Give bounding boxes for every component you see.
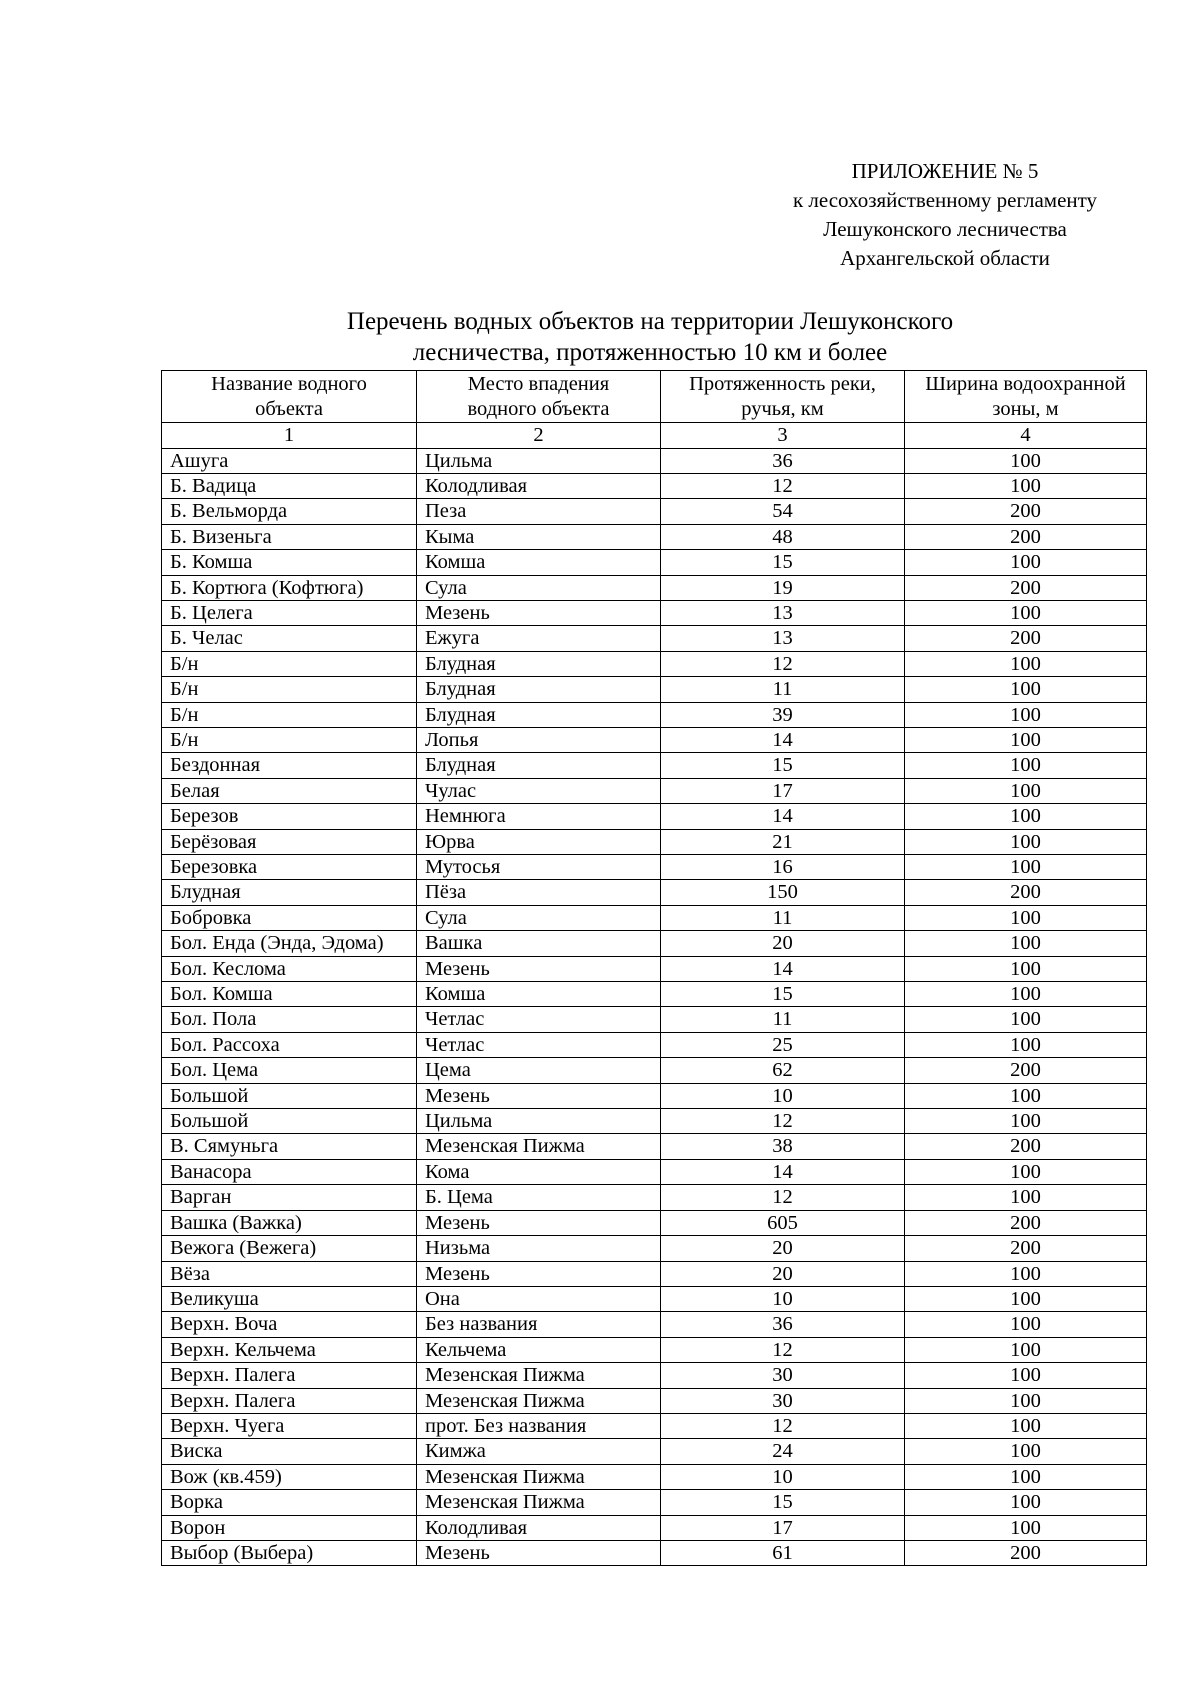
cell-mouth: Мезенская Пижма [417,1134,661,1159]
cell-mouth: Пеза [417,499,661,524]
table-row [162,1007,1147,1032]
cell-mouth: Мезенская Пижма [417,1363,661,1388]
cell-zone-width: 200 [905,626,1147,651]
cell-length: 14 [661,1159,905,1184]
cell-name: Вёза [162,1261,417,1286]
table-row [162,1337,1147,1362]
cell-mouth: Цильма [417,1109,661,1134]
table-row [162,1439,1147,1464]
table-row [162,1236,1147,1261]
cell-length: 11 [661,1007,905,1032]
cell-zone-width: 200 [905,1236,1147,1261]
cell-zone-width: 100 [905,1439,1147,1464]
table-row [162,753,1147,778]
cell-name: Большой [162,1083,417,1108]
cell-zone-width: 100 [905,702,1147,727]
cell-mouth: Мезень [417,1210,661,1235]
table-row [162,1083,1147,1108]
cell-length: 15 [661,550,905,575]
cell-name: Б. Вельморда [162,499,417,524]
cell-mouth: Мезенская Пижма [417,1388,661,1413]
cell-name: Великуша [162,1286,417,1311]
table-row [162,1134,1147,1159]
cell-name: Вож (кв.459) [162,1464,417,1489]
cell-mouth: Мезень [417,600,661,625]
cell-length: 24 [661,1439,905,1464]
cell-length: 12 [661,1185,905,1210]
cell-name: Б. Целега [162,600,417,625]
cell-name: Берёзовая [162,829,417,854]
cell-mouth: Кимжа [417,1439,661,1464]
cell-name: Ашуга [162,448,417,473]
cell-zone-width: 200 [905,524,1147,549]
cell-length: 30 [661,1363,905,1388]
cell-zone-width: 200 [905,1210,1147,1235]
cell-name: Верхн. Палега [162,1388,417,1413]
cell-length: 12 [661,1109,905,1134]
cell-name: Б/н [162,727,417,752]
cell-name: Бол. Енда (Энда, Эдома) [162,931,417,956]
cell-name: Бобровка [162,905,417,930]
cell-mouth: Мезень [417,1083,661,1108]
cell-mouth: прот. Без названия [417,1413,661,1438]
cell-zone-width: 100 [905,1032,1147,1057]
cell-name: Б. Комша [162,550,417,575]
column-number: 1 [162,423,417,449]
cell-name: Ванасора [162,1159,417,1184]
header-name: Название водного объекта [162,371,417,423]
cell-mouth: Юрва [417,829,661,854]
cell-name: Виска [162,1439,417,1464]
cell-length: 12 [661,651,905,676]
cell-zone-width: 200 [905,880,1147,905]
cell-mouth: Цема [417,1058,661,1083]
cell-name: Варган [162,1185,417,1210]
table-row [162,448,1147,473]
cell-name: Блудная [162,880,417,905]
cell-zone-width: 100 [905,1312,1147,1337]
cell-name: Верхн. Палега [162,1363,417,1388]
cell-mouth: Мезень [417,1540,661,1565]
cell-zone-width: 100 [905,982,1147,1007]
cell-mouth: Мутосья [417,855,661,880]
cell-length: 14 [661,804,905,829]
table-row [162,855,1147,880]
table-row [162,1185,1147,1210]
table-row [162,1363,1147,1388]
table-row [162,1490,1147,1515]
cell-length: 14 [661,727,905,752]
cell-zone-width: 100 [905,1388,1147,1413]
header-length: Протяженность реки, ручья, км [661,371,905,423]
cell-length: 62 [661,1058,905,1083]
cell-length: 11 [661,905,905,930]
cell-name: Бол. Комша [162,982,417,1007]
cell-zone-width: 100 [905,956,1147,981]
cell-name: Б. Визеньга [162,524,417,549]
cell-zone-width: 200 [905,1134,1147,1159]
cell-name: Бездонная [162,753,417,778]
table-row [162,931,1147,956]
cell-mouth: Вашка [417,931,661,956]
cell-length: 39 [661,702,905,727]
title-line: лесничества, протяженностью 10 км и более [412,339,888,366]
cell-name: Большой [162,1109,417,1134]
cell-zone-width: 100 [905,778,1147,803]
water-objects-table [161,370,1147,1566]
cell-zone-width: 100 [905,829,1147,854]
cell-zone-width: 100 [905,1007,1147,1032]
cell-zone-width: 100 [905,1109,1147,1134]
cell-zone-width: 100 [905,1515,1147,1540]
cell-mouth: Без названия [417,1312,661,1337]
appendix-line: к лесохозяйственному регламенту [792,188,1098,212]
table-row [162,677,1147,702]
cell-mouth: Чулас [417,778,661,803]
table-row [162,1413,1147,1438]
table-row [162,1540,1147,1565]
cell-zone-width: 100 [905,753,1147,778]
table-row [162,499,1147,524]
cell-length: 19 [661,575,905,600]
cell-length: 48 [661,524,905,549]
table-row [162,702,1147,727]
appendix-line: Лешуконского лесничества [823,217,1067,241]
cell-length: 16 [661,855,905,880]
cell-zone-width: 100 [905,600,1147,625]
cell-length: 17 [661,1515,905,1540]
column-number: 4 [905,423,1147,449]
cell-zone-width: 100 [905,1185,1147,1210]
cell-length: 15 [661,1490,905,1515]
table-row [162,1464,1147,1489]
cell-length: 13 [661,626,905,651]
cell-zone-width: 100 [905,1286,1147,1311]
cell-length: 605 [661,1210,905,1235]
cell-name: Верхн. Чуега [162,1413,417,1438]
cell-name: Березов [162,804,417,829]
cell-mouth: Мезенская Пижма [417,1464,661,1489]
cell-zone-width: 100 [905,855,1147,880]
table-row [162,1058,1147,1083]
column-number: 3 [661,423,905,449]
cell-name: Б/н [162,677,417,702]
cell-length: 36 [661,1312,905,1337]
table-row [162,829,1147,854]
title-line: Перечень водных объектов на территории Лешуконского [346,308,954,335]
cell-length: 20 [661,1236,905,1261]
appendix-line: ПРИЛОЖЕНИЕ № 5 [851,159,1039,183]
cell-name: Бол. Цема [162,1058,417,1083]
cell-length: 17 [661,778,905,803]
cell-mouth: Низьма [417,1236,661,1261]
cell-zone-width: 100 [905,1337,1147,1362]
cell-zone-width: 200 [905,1540,1147,1565]
header-zone-width: Ширина водоохранной зоны, м [905,371,1147,423]
cell-mouth: Мезенская Пижма [417,1490,661,1515]
table-row [162,1515,1147,1540]
cell-length: 54 [661,499,905,524]
table-row [162,626,1147,651]
cell-mouth: Пёза [417,880,661,905]
cell-name: Выбор (Выбера) [162,1540,417,1565]
cell-name: Б. Челас [162,626,417,651]
cell-name: Б. Вадица [162,473,417,498]
cell-name: Верхн. Кельчема [162,1337,417,1362]
cell-length: 20 [661,1261,905,1286]
cell-name: Бол. Пола [162,1007,417,1032]
cell-zone-width: 100 [905,1413,1147,1438]
table-row [162,600,1147,625]
cell-zone-width: 100 [905,1490,1147,1515]
cell-length: 38 [661,1134,905,1159]
cell-mouth: Лопья [417,727,661,752]
document-title [160,306,1140,368]
cell-mouth: Она [417,1286,661,1311]
cell-length: 13 [661,600,905,625]
cell-name: Б/н [162,651,417,676]
cell-mouth: Блудная [417,702,661,727]
table-row [162,1159,1147,1184]
cell-name: В. Сямуньга [162,1134,417,1159]
header-mouth: Место впадения водного объекта [417,371,661,423]
table-row [162,727,1147,752]
cell-zone-width: 100 [905,448,1147,473]
cell-zone-width: 200 [905,575,1147,600]
cell-mouth: Блудная [417,753,661,778]
table-row [162,1286,1147,1311]
cell-zone-width: 100 [905,1261,1147,1286]
appendix-header [720,157,1170,273]
cell-length: 12 [661,1337,905,1362]
table-row [162,778,1147,803]
cell-mouth: Колодливая [417,473,661,498]
cell-name: Белая [162,778,417,803]
cell-length: 21 [661,829,905,854]
table-row [162,473,1147,498]
table-row [162,1109,1147,1134]
cell-name: Бол. Кеслома [162,956,417,981]
table-row [162,1388,1147,1413]
cell-mouth: Четлас [417,1007,661,1032]
column-number-row [162,423,1147,449]
table-row [162,905,1147,930]
table-row [162,880,1147,905]
cell-mouth: Колодливая [417,1515,661,1540]
cell-length: 25 [661,1032,905,1057]
cell-zone-width: 100 [905,550,1147,575]
cell-length: 10 [661,1286,905,1311]
cell-zone-width: 100 [905,1363,1147,1388]
cell-zone-width: 100 [905,473,1147,498]
cell-zone-width: 100 [905,1464,1147,1489]
cell-mouth: Четлас [417,1032,661,1057]
cell-mouth: Ежуга [417,626,661,651]
table-row [162,651,1147,676]
table-row [162,524,1147,549]
cell-zone-width: 100 [905,677,1147,702]
cell-mouth: Сула [417,575,661,600]
cell-mouth: Немнюга [417,804,661,829]
cell-name: Вашка (Важка) [162,1210,417,1235]
table-header-row [162,371,1147,423]
cell-zone-width: 100 [905,651,1147,676]
cell-name: Б/н [162,702,417,727]
table-row [162,1210,1147,1235]
cell-length: 61 [661,1540,905,1565]
table-row [162,1032,1147,1057]
cell-length: 10 [661,1083,905,1108]
table-row [162,550,1147,575]
cell-length: 150 [661,880,905,905]
cell-mouth: Кома [417,1159,661,1184]
cell-name: Вежога (Вежега) [162,1236,417,1261]
cell-zone-width: 100 [905,804,1147,829]
cell-zone-width: 200 [905,1058,1147,1083]
cell-length: 11 [661,677,905,702]
cell-zone-width: 100 [905,905,1147,930]
cell-mouth: Комша [417,982,661,1007]
cell-length: 12 [661,1413,905,1438]
cell-mouth: Мезень [417,956,661,981]
cell-mouth: Кыма [417,524,661,549]
appendix-line: Архангельской области [840,246,1050,270]
cell-mouth: Блудная [417,677,661,702]
table-row [162,804,1147,829]
cell-mouth: Цильма [417,448,661,473]
cell-name: Ворон [162,1515,417,1540]
cell-mouth: Б. Цема [417,1185,661,1210]
table-row [162,1261,1147,1286]
cell-name: Б. Кортюга (Кофтюга) [162,575,417,600]
table-row [162,956,1147,981]
cell-mouth: Сула [417,905,661,930]
table-row [162,575,1147,600]
cell-length: 15 [661,982,905,1007]
cell-name: Бол. Рассоха [162,1032,417,1057]
cell-zone-width: 100 [905,1159,1147,1184]
cell-name: Березовка [162,855,417,880]
cell-mouth: Блудная [417,651,661,676]
table-row [162,982,1147,1007]
cell-length: 10 [661,1464,905,1489]
cell-length: 20 [661,931,905,956]
cell-zone-width: 100 [905,1083,1147,1108]
cell-zone-width: 100 [905,727,1147,752]
cell-mouth: Комша [417,550,661,575]
cell-zone-width: 100 [905,931,1147,956]
cell-length: 12 [661,473,905,498]
cell-length: 30 [661,1388,905,1413]
cell-name: Верхн. Воча [162,1312,417,1337]
cell-zone-width: 200 [905,499,1147,524]
table-row [162,1312,1147,1337]
cell-length: 15 [661,753,905,778]
column-number: 2 [417,423,661,449]
cell-mouth: Мезень [417,1261,661,1286]
cell-mouth: Кельчема [417,1337,661,1362]
cell-length: 36 [661,448,905,473]
cell-name: Ворка [162,1490,417,1515]
cell-length: 14 [661,956,905,981]
